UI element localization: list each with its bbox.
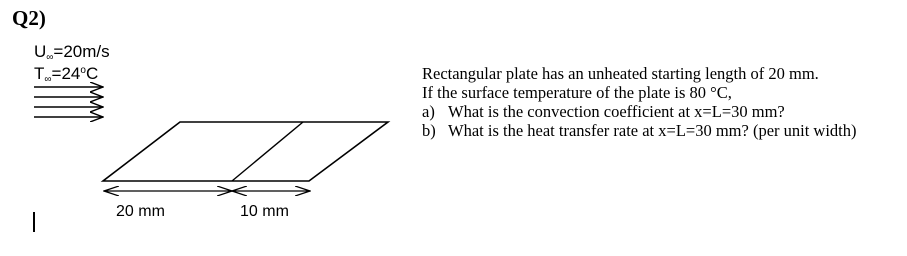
temperature-subscript: ∞ (44, 74, 52, 85)
question-number: Q2) (12, 6, 46, 30)
heated-length-label: 10 mm (240, 203, 289, 220)
part-text: What is the heat transfer rate at x=L=30 mm? (per unit width) (448, 121, 857, 140)
part-label: a) (422, 102, 435, 121)
temperature-unit: C (85, 64, 99, 83)
flow-arrows (34, 87, 103, 117)
unheated-length-label: 20 mm (116, 203, 165, 220)
temperature-symbol: T (34, 64, 45, 83)
plate-outline (103, 122, 388, 181)
velocity-symbol: U (34, 42, 47, 61)
part-label: b) (422, 121, 436, 140)
problem-line-2: If the surface temperature of the plate is 80 °C, (422, 83, 732, 102)
question-part-a (422, 102, 892, 121)
problem-line-1: Rectangular plate has an unheated starting length of 20 mm. (422, 64, 819, 83)
velocity-subscript: ∞ (46, 52, 54, 63)
plate-division-line (232, 122, 303, 181)
part-text: What is the convection coefficient at x=L=30 mm? (448, 102, 785, 121)
problem-statement (422, 64, 892, 140)
question-part-b (422, 121, 892, 140)
velocity-value: =20m/s (53, 42, 110, 61)
temperature-degree: o (80, 65, 86, 76)
text-cursor (33, 212, 35, 232)
temperature-value: =24 (51, 64, 81, 83)
